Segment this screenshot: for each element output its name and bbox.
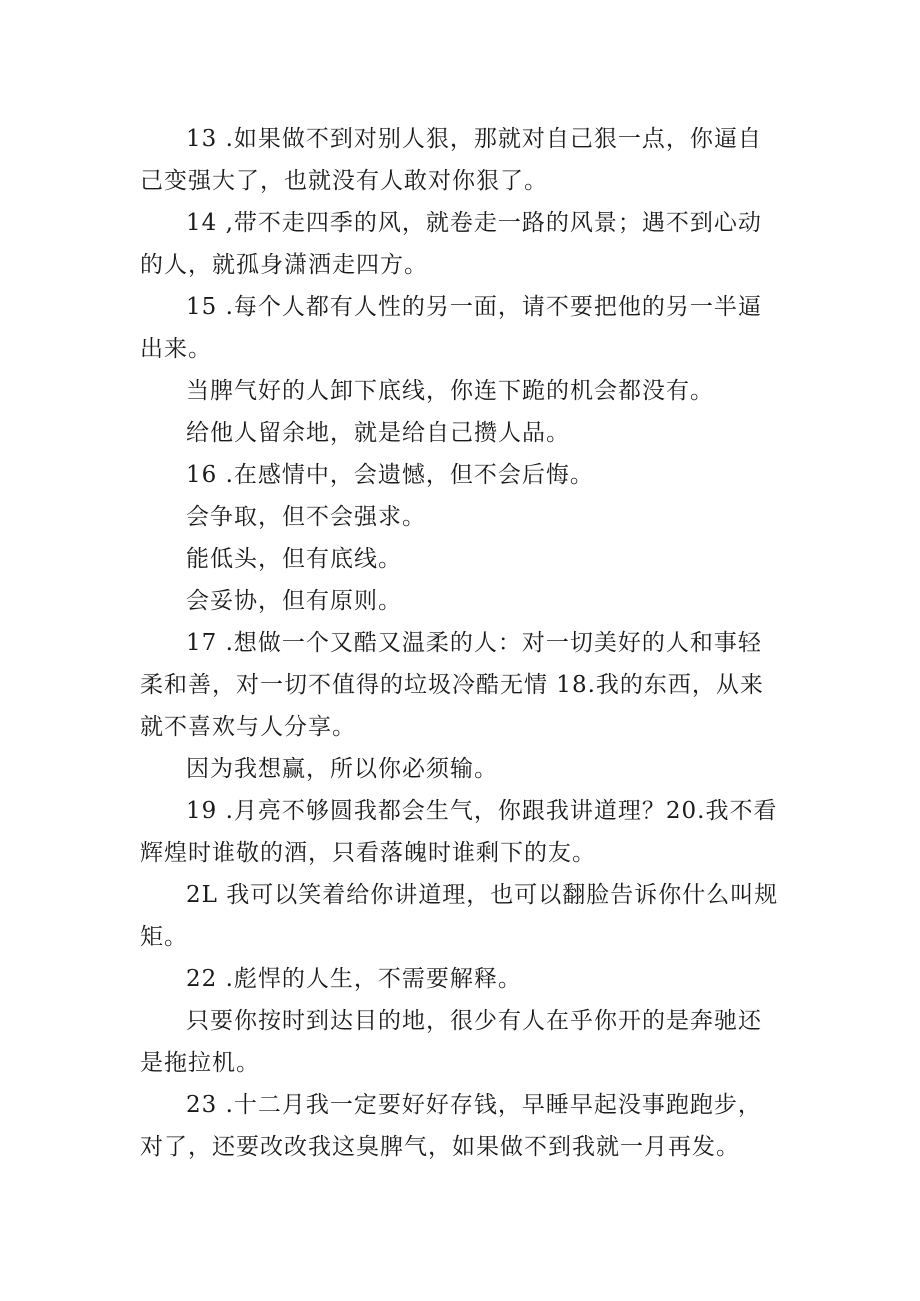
paragraph-15: 15 .每个人都有人性的另一面，请不要把他的另一半逼出来。 bbox=[140, 294, 762, 362]
paragraph-18-line-2: 因为我想赢，所以你必须输。 bbox=[186, 756, 498, 782]
paragraph-14: 14 ,带不走四季的风，就卷走一路的风景；遇不到心动的人，就孤身潇洒走四方。 bbox=[140, 210, 762, 278]
paragraph-15-line-2: 当脾气好的人卸下底线，你连下跪的机会都没有。 bbox=[186, 378, 714, 404]
paragraph-19-20: 19 .月亮不够圆我都会生气，你跟我讲道理？20.我不看辉煌时谁敬的酒，只看落魄时谁剩下的友。 bbox=[140, 798, 778, 866]
paragraph-13: 13 .如果做不到对别人狠，那就对自己狠一点，你逼自己变强大了，也就没有人敢对你狠了。 bbox=[140, 126, 762, 194]
paragraph-16-line-4: 会妥协，但有原则。 bbox=[186, 588, 402, 614]
paragraph-15-line-3: 给他人留余地，就是给自己攒人品。 bbox=[186, 420, 570, 446]
paragraph-22: 22 .彪悍的人生，不需要解释。 bbox=[186, 966, 522, 992]
paragraph-23: 23 .十二月我一定要好好存钱，早睡早起没事跑跑步，对了，还要改改我这臭脾气，如果做不到我就一月再发。 bbox=[140, 1092, 762, 1160]
paragraph-16: 16 .在感情中，会遗憾，但不会后悔。 bbox=[186, 462, 594, 488]
document-body bbox=[140, 118, 780, 1168]
paragraph-22-line-2: 只要你按时到达目的地，很少有人在乎你开的是奔驰还是拖拉机。 bbox=[140, 1008, 762, 1076]
paragraph-21: 2L 我可以笑着给你讲道理，也可以翻脸告诉你什么叫规矩。 bbox=[140, 882, 779, 950]
paragraph-17-18: 17 .想做一个又酷又温柔的人：对一切美好的人和事轻柔和善，对一切不值得的垃圾冷酷无情 18.我的东西，从来就不喜欢与人分享。 bbox=[140, 630, 764, 740]
paragraph-16-line-2: 会争取，但不会强求。 bbox=[186, 504, 426, 530]
paragraph-16-line-3: 能低头，但有底线。 bbox=[186, 546, 402, 572]
